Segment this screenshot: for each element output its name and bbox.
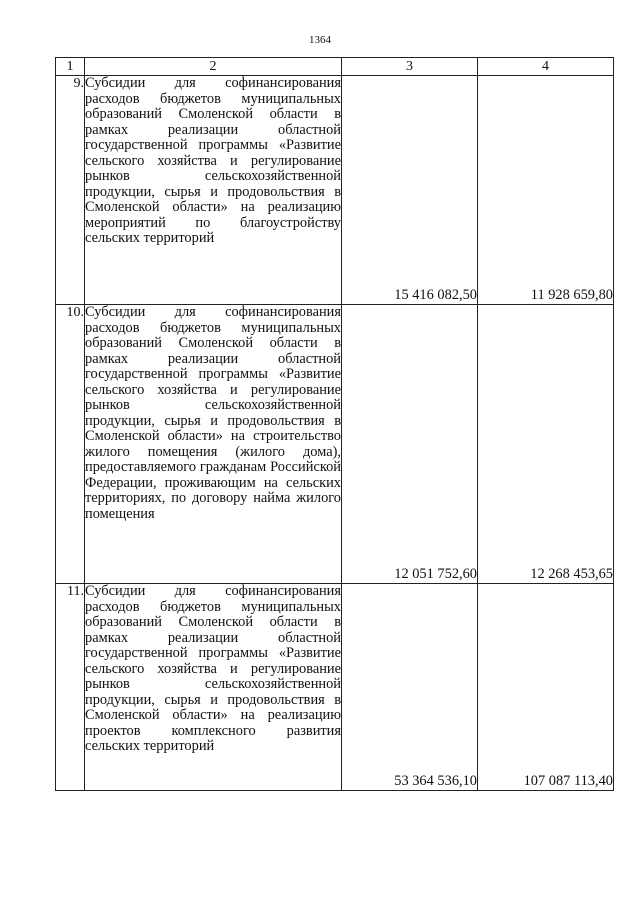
column-header-3: 3 [342,58,478,76]
row-amount-col3: 12 051 752,60 [342,305,478,584]
page-number: 1364 [309,34,331,46]
row-amount-col3: 53 364 536,10 [342,584,478,791]
row-description: Субсидии для софинансирования расходов бюджетов муниципальных образований Смоленской области в рамках реализации областной государственной программы «Развитие сельского хозяйства и регулирование рынков сельскохозяйственной продукции, сырья и продовольствия в Смоленской области» на строительство жилого помещения (жилого дома), предоставляемого гражданам Российской Федерации, проживающим на сельских территориях, по договору найма жилого помещения [85,305,342,584]
table-row [56,76,614,305]
row-number: 10. [56,305,85,584]
row-amount-col3: 15 416 082,50 [342,76,478,305]
row-number: 11. [56,584,85,791]
column-header-4: 4 [478,58,614,76]
table-header-row [56,58,614,76]
row-amount-col4: 107 087 113,40 [478,584,614,791]
column-header-2: 2 [85,58,342,76]
table-row [56,584,614,791]
row-description: Субсидии для софинансирования расходов бюджетов муниципальных образований Смоленской области в рамках реализации областной государственной программы «Развитие сельского хозяйства и регулирование рынков сельскохозяйственной продукции, сырья и продовольствия в Смоленской области» на реализацию проектов комплексного развития сельских территорий [85,584,342,791]
row-number: 9. [56,76,85,305]
row-amount-col4: 12 268 453,65 [478,305,614,584]
table-row [56,305,614,584]
column-header-1: 1 [56,58,85,76]
budget-table [55,57,614,791]
row-amount-col4: 11 928 659,80 [478,76,614,305]
row-description: Субсидии для софинансирования расходов бюджетов муниципальных образований Смоленской области в рамках реализации областной государственной программы «Развитие сельского хозяйства и регулирование рынков сельскохозяйственной продукции, сырья и продовольствия в Смоленской области» на реализацию мероприятий по благоустройству сельских территорий [85,76,342,305]
